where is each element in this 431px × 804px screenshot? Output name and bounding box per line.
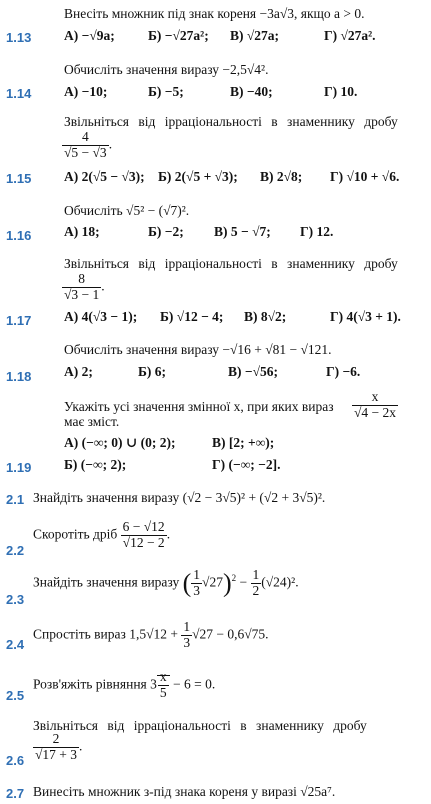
question-number: 1.16 (6, 228, 32, 243)
question-number: 2.4 (6, 637, 25, 652)
option-g: Г) 12. (300, 224, 334, 239)
expression-part: √27 − 0,6√75. (192, 626, 269, 642)
fraction-numerator: 1 (252, 567, 260, 582)
question-1-18: Обчисліть значення виразу −√16 + √81 − √121. (64, 342, 332, 357)
question-number: 2.2 (6, 543, 25, 558)
option-v: В) 8√2; (244, 309, 287, 324)
option-g: Г) −6. (326, 364, 361, 379)
question-number: 1.17 (6, 313, 32, 328)
option-b: Б) −√27a²; (148, 28, 209, 43)
fraction-denominator: √5 − √3 (64, 144, 107, 160)
question-2-2: Скоротіть дріб $\frac{6 - √12}{√12 - 2}$ . (33, 519, 171, 550)
fraction-denominator: √3 − 1 (64, 286, 100, 302)
fraction-numerator: x (371, 389, 379, 404)
option-v: В) 5 − √7; (214, 224, 271, 239)
question-1-19: Укажіть усі значення змінної x, при яких вираз (64, 399, 334, 414)
fraction-denominator: √12 − 2 (122, 534, 165, 550)
option-g: Г) 10. (324, 84, 358, 99)
option-b: Б) −5; (148, 84, 184, 99)
fraction-numerator: 1 (193, 567, 201, 582)
question-1-16: Обчисліть √5² − (√7)². (64, 203, 190, 218)
question-number: 2.6 (6, 753, 25, 768)
fraction-denominator: 3 (193, 582, 201, 598)
option-a: А) −√9a; (64, 28, 115, 43)
expression-part: − (239, 574, 248, 590)
question-number: 2.3 (6, 592, 25, 607)
option-v: В) −40; (230, 84, 273, 99)
option-b: Б) 2(√5 + √3); (158, 169, 238, 184)
fraction-denominator: 5 (159, 684, 167, 700)
question-text: Скоротіть дріб (33, 526, 118, 542)
option-b: Б) 6; (138, 364, 167, 379)
question-1-14: Обчисліть значення виразу −2,5√4². (64, 62, 269, 77)
question-number: 1.18 (6, 369, 32, 384)
question-number: 1.15 (6, 171, 32, 186)
fraction-denominator: √17 + 3 (35, 746, 78, 762)
question-2-1: Знайдіть значення виразу (√2 − 3√5)² + (√2 + 3√5)². (33, 490, 326, 505)
question-2-6: Звільніться від ірраціональності в знаменнику дробу (33, 718, 367, 733)
option-v: В) −√56; (228, 364, 278, 379)
option-a: А) −10; (64, 84, 108, 99)
question-number: 1.19 (6, 460, 32, 475)
question-1-15: Звільніться від ірраціональності в знаменнику дробу (64, 114, 398, 129)
option-g: Г) (−∞; −2]. (212, 457, 281, 472)
question-number: 2.1 (6, 492, 25, 507)
fraction-numerator: 4 (81, 129, 89, 144)
option-g: Г) 4(√3 + 1). (330, 309, 401, 324)
option-b: Б) √12 − 4; (160, 309, 224, 324)
question-2-5 (33, 670, 215, 701)
fraction: $\frac{2}{√17 + 3}$ . (35, 731, 83, 762)
question-number: 2.5 (6, 688, 25, 703)
fraction-denominator: 3 (183, 634, 191, 650)
fraction-numerator: 1 (183, 619, 191, 634)
expression-part: √27 (202, 574, 223, 590)
fraction-denominator: √4 − 2x (354, 404, 397, 420)
expression-part: − 6 = 0. (173, 676, 216, 692)
expression-part: (√24)². (261, 574, 299, 590)
fraction-denominator: 2 (252, 582, 260, 598)
question-number: 1.13 (6, 30, 32, 45)
option-g: Г) √10 + √6. (330, 169, 400, 184)
question-text: Спростіть вираз 1,5√12 + (33, 626, 178, 642)
option-v: В) √27a; (230, 28, 280, 43)
option-a: А) 4(√3 − 1); (64, 309, 138, 324)
option-b: Б) (−∞; 2); (64, 457, 127, 472)
option-b: Б) −2; (148, 224, 184, 239)
option-a: А) 2(√5 − √3); (64, 169, 145, 184)
fraction: $\frac{8}{√3 - 1}$ . (64, 271, 105, 302)
option-g: Г) √27a². (324, 28, 376, 43)
question-number: 2.7 (6, 786, 25, 801)
fraction-numerator: 8 (78, 271, 86, 286)
question-1-13: Внесіть множник під знак кореня −3a√3, якщо a > 0. (64, 6, 365, 21)
fraction-numerator: 6 − √12 (122, 519, 165, 534)
fraction: $\frac{4}{√5 - √3}$ . (64, 129, 113, 160)
question-1-17: Звільніться від ірраціональності в знаменнику дробу (64, 256, 398, 271)
question-2-3: Знайдіть значення виразу ( $\frac{1}{3}$ √27)$^2$ − $\frac{1}{2}$ (√24)². (33, 567, 299, 598)
option-a: А) (−∞; 0) ∪ (0; 2); (64, 435, 176, 450)
option-a: А) 18; (64, 224, 100, 239)
option-a: А) 2; (64, 364, 93, 379)
fraction-numerator: 2 (52, 731, 60, 746)
question-1-19-cont: має зміст. (64, 414, 120, 429)
fraction (352, 390, 398, 421)
fraction-numerator: x (159, 669, 167, 684)
question-text: Знайдіть значення виразу (33, 574, 180, 590)
question-2-4 (33, 620, 269, 651)
question-text: Розв'яжіть рівняння 3 (33, 676, 157, 692)
question-2-7: Винесіть множник з-під знака кореня у виразі √25a⁷. (33, 784, 336, 799)
question-number: 1.14 (6, 86, 32, 101)
option-v: В) 2√8; (260, 169, 303, 184)
option-v: В) [2; +∞); (212, 435, 275, 450)
